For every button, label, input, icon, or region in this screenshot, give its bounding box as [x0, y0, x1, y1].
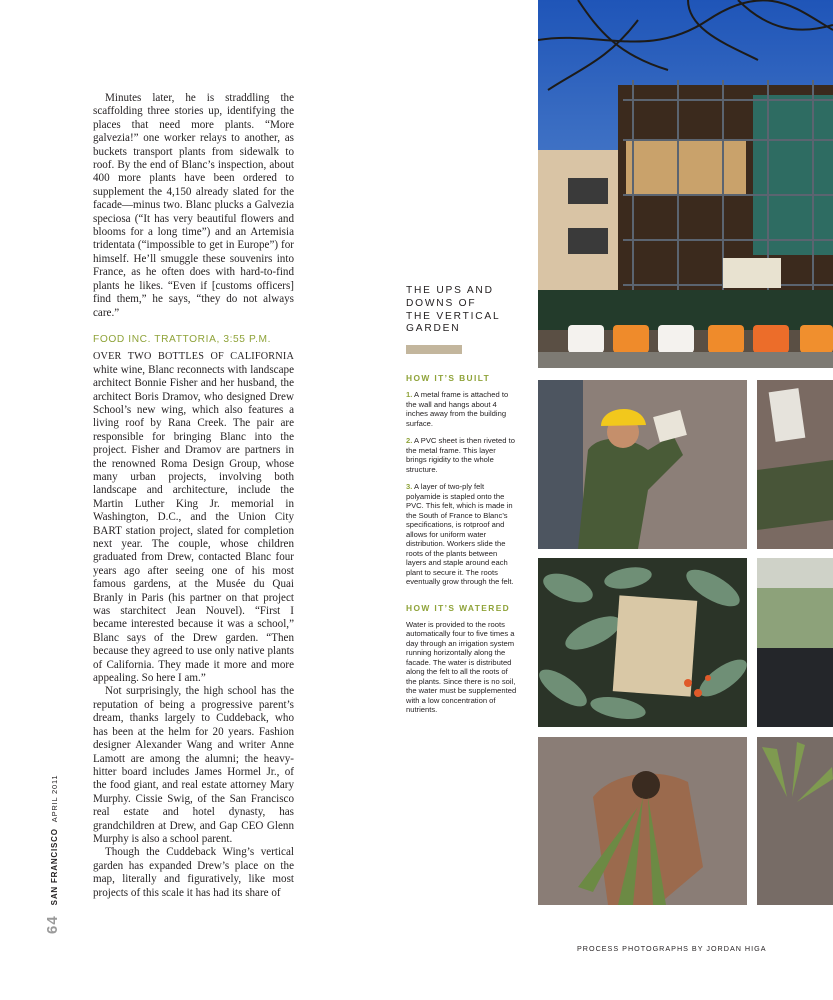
- decorative-bar: [406, 345, 462, 354]
- article-paragraph-4: Though the Cuddeback Wing’s vertical garden has expanded Drew’s place on the map, literally and figuratively, like most projects of this scale it has had its share of: [93, 846, 294, 899]
- felt-wall-photo: [757, 380, 833, 549]
- step-number: 2.: [406, 436, 413, 446]
- building-scaffolding-photo: [538, 0, 833, 368]
- sidebar-title-line: THE UPS AND: [406, 285, 494, 296]
- sidebar-title: [406, 285, 518, 336]
- sidebar-title-line: DOWNS OF: [406, 297, 477, 309]
- nursery-photo: [757, 558, 833, 727]
- issue-date: APRIL 2011: [50, 774, 59, 823]
- photo-credit: PROCESS PHOTOGRAPHS BY JORDAN HIGA: [577, 944, 767, 953]
- step-text: A metal frame is attached to the wall and hangs about 4 inches away from the building surface.: [406, 390, 509, 428]
- step-3: [406, 482, 518, 587]
- article-paragraph-3: Not surprisingly, the high school has the reputation of being a progressive parent’s dream, thanks largely to Cuddeback, who has been at the helm for 20 years. Fashion designer Alexander Wang and writer Anne Lamott are among the alumni; the heavy-hitter board includes James Hormel Jr., of the food giant, and real estate attorney Mary Murphy. Cissie Swig, of the San Francisco real estate and hotel dynasty, has grandchildren at Drew, and Gap CEO Glenn Murphy is also a school parent.: [93, 685, 294, 845]
- step-text: A layer of two-ply felt polyamide is stapled onto the PVC. This felt, which is made in the South of France to Blanc’s specifications, is rotproof and allows for uniform water distribution. Workers slide the roots of the plants between layers and staple around each plant to secure it. The roots eventually grow through the felt.: [406, 482, 514, 587]
- page-folio: [44, 734, 62, 934]
- watered-heading: HOW IT’S WATERED: [406, 602, 511, 613]
- article-paragraph-1: Minutes later, he is straddling the scaffolding three stories up, identifying the places that need more plants. “More galvezia!” one worker relays to another, as buckets transport plants from sidewalk to roof. By the end of Blanc’s inspection, about 400 more plants have been ordered to supplement the 4,150 already slated for the facade—minus two. Blanc plucks a Galvezia speciosa (“It has very beautiful flowers and blooms for a long time”) and an Artemisia tridentata (“impossible to get in Europe”) for himself. He’ll smuggle these souvenirs into France, as he often does with hard-to-find plants he likes. “Even if [customs officers] find them,” he says, “they do not always care.”: [93, 92, 294, 319]
- succulents-photo: [538, 558, 747, 727]
- article-column: [93, 92, 294, 900]
- built-heading: HOW IT’S BUILT: [406, 373, 491, 384]
- watered-text: Water is provided to the roots automatically four to five times a day through an irrigation system running horizontally along the facade. The water is distributed along the felt to all the roots of the plants. Since there is no soil, the water must be supplemented with a low concentration of nutrients.: [406, 619, 517, 715]
- sidebar-box: [406, 285, 518, 723]
- step-2: [406, 436, 518, 474]
- magazine-name: SAN FRANCISCO: [50, 828, 59, 906]
- step-1: [406, 390, 518, 428]
- page-number: 64: [44, 915, 61, 934]
- step-number: 3.: [406, 482, 413, 492]
- paragraph-2-body: white wine, Blanc reconnects with landscape architect Bonnie Fisher and her husband, the architect Boris Dramov, who designed Drew School’s new wing, which also features a living roof by Rana Creek. The pair are responsible for bringing Blanc into the project. Fisher and Dramov are partners in the renowned Roma Design Group, whose many urban projects, involving both landscape and architecture, include the Martin Luther King Jr. memorial in Washington, D.C., and the Union City BART station project, slated for completion next year. The couple, whose children graduated from Drew, contacted Blanc four years ago after seeing one of his most famous gardens, at the Musée du Quai Branly in Paris (his partner on that project was starchitect Jean Nouvel). “First I became interested because it was a school,” Blanc says of the Drew garden. “Then because they agreed to use only native plants of California. They made it more and more appealing. So here I am.”: [93, 363, 294, 685]
- plant-on-felt-photo: [757, 737, 833, 905]
- hands-planting-photo: [538, 737, 747, 905]
- article-paragraph-2: [93, 350, 294, 685]
- sidebar-title-line: GARDEN: [406, 323, 461, 335]
- worker-photo: [538, 380, 747, 549]
- section-slug: FOOD INC. TRATTORIA, 3:55 P.M.: [93, 333, 272, 345]
- step-text: A PVC sheet is then riveted to the metal frame. This layer brings rigidity to the whole structure.: [406, 436, 515, 474]
- step-number: 1.: [406, 390, 413, 400]
- lead-in-caps: OVER TWO BOTTLES OF CALIFORNIA: [93, 351, 294, 363]
- sidebar-title-line: THE VERTICAL: [406, 310, 501, 322]
